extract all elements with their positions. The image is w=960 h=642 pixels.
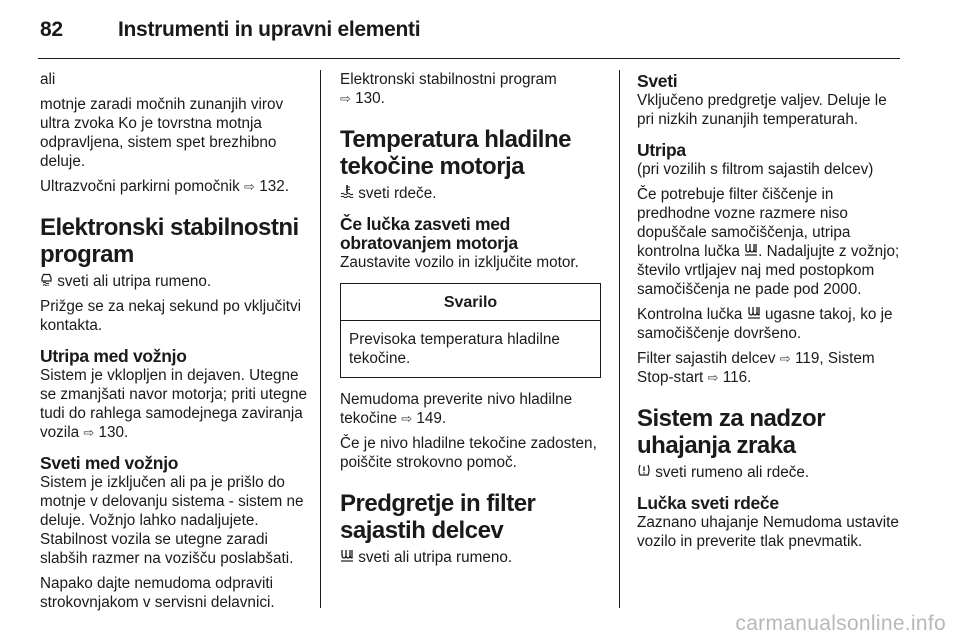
subheading-lit: Sveti med vožnjo	[40, 453, 179, 473]
paragraph-text: Če potrebuje filter čiščenje in predhodne vozne razmere niso dopuščale samočiščenja, utripa kontrolna lučka	[637, 186, 851, 260]
warning-title: Svarilo	[341, 284, 600, 321]
page-title: Instrumenti in upravni elementi	[118, 18, 421, 41]
paragraph-text: Filter sajastih delcev	[637, 350, 780, 367]
glow-plug-coil-icon	[340, 548, 354, 567]
section-heading-coolant: Temperatura hladilne tekočine motorja	[340, 126, 571, 180]
page-reference-arrow-icon: ⇨	[707, 370, 719, 385]
tire-pressure-icon	[637, 463, 651, 482]
paragraph: Vključeno predgretje valjev. Deluje le pri nizkih zunanjih temperaturah.	[637, 92, 887, 128]
warning-body: Previsoka temperatura hladilne tekočine.	[349, 331, 560, 367]
paragraph: Zaustavite vozilo in izključite motor.	[340, 254, 579, 271]
page-reference-arrow-icon: ⇨	[401, 411, 413, 426]
section-heading-esp: Elektronski stabilnostni program	[40, 214, 299, 268]
page-reference: 130.	[98, 424, 129, 441]
paragraph: ali	[40, 71, 56, 88]
glow-plug-coil-icon	[744, 242, 758, 261]
paragraph	[340, 390, 608, 428]
paragraph: Če je nivo hladilne tekočine zadosten, poiščite strokovno pomoč.	[340, 435, 597, 471]
page-reference: 149.	[416, 410, 447, 427]
paragraph-text: Elektronski stabilnostni program	[340, 71, 557, 88]
paragraph: Sistem je izključen ali pa je prišlo do motnje v delovanju sistema - sistem ne deluje. Vožnjo lahko nadaljujete. Stabilnost vozila se utegne zaradi slabših razmer na vozišču poslabšati.	[40, 474, 304, 567]
page-reference: 132.	[259, 178, 289, 195]
paragraph-text: Kontrolna lučka	[637, 306, 747, 323]
section-heading-tpms: Sistem za nadzor uhajanja zraka	[637, 405, 826, 459]
warning-box	[340, 283, 601, 378]
column-3	[637, 70, 905, 557]
page-reference-arrow-icon: ⇨	[244, 179, 255, 194]
page-reference: 116.	[722, 369, 752, 386]
paragraph	[637, 185, 905, 299]
header-rule	[38, 58, 900, 59]
paragraph	[40, 366, 308, 442]
subheading-running: Če lučka zasveti med obratovanjem motorja	[340, 214, 518, 253]
esp-car-skid-icon	[40, 272, 53, 291]
paragraph-text: Sistem je vklopljen in dejaven. Utegne se zmanjšati navor motorja; priti utegne tudi do rahlega samodejnega zaviranja vozila	[40, 367, 307, 441]
paragraph: motnje zaradi močnih zunanjih virov ultra zvoka Ko je tovrstna motnja odpravljena, sistem spet brezhibno deluje.	[40, 96, 284, 170]
paragraph-text: sveti ali utripa rumeno.	[354, 549, 513, 566]
paragraph	[340, 548, 608, 567]
page-reference-arrow-icon: ⇨	[340, 91, 351, 106]
paragraph: Napako dajte nemudoma odpraviti strokovnjakom v servisni delavnici.	[40, 575, 275, 611]
column-divider-1	[320, 70, 321, 608]
paragraph	[40, 177, 308, 196]
column-divider-2	[619, 70, 620, 608]
coolant-temperature-icon	[340, 184, 354, 203]
subheading-red: Lučka sveti rdeče	[637, 493, 779, 513]
paragraph-text: ugasne takoj, ko je samočiščenje dovršeno.	[637, 306, 893, 342]
paragraph-text: sveti rdeče.	[354, 185, 437, 202]
page-number: 82	[40, 18, 63, 41]
paragraph-text: Nemudoma preverite nivo hladilne tekočine	[340, 391, 573, 427]
paragraph	[340, 70, 608, 108]
paragraph	[637, 349, 905, 387]
paragraph: Prižge se za nekaj sekund po vključitvi kontakta.	[40, 298, 302, 334]
watermark: carmanualsonline.info	[735, 612, 946, 635]
page-reference: 119, Sistem Stop-start	[637, 350, 875, 386]
subheading-lit: Sveti	[637, 71, 678, 91]
glow-plug-coil-icon	[747, 305, 761, 324]
paragraph: (pri vozilih s filtrom sajastih delcev)	[637, 161, 874, 178]
paragraph-text: sveti rumeno ali rdeče.	[651, 464, 810, 481]
page-reference-arrow-icon: ⇨	[83, 425, 95, 440]
paragraph	[637, 463, 905, 482]
paragraph-text: sveti ali utripa rumeno.	[53, 273, 212, 290]
subheading-flash: Utripa	[637, 140, 686, 160]
paragraph-text: . Nadaljujte z vožnjo; število vrtljajev naj med postopkom samočiščenja ne pade pod 2000.	[637, 243, 900, 298]
paragraph	[340, 184, 608, 203]
subheading-flash: Utripa med vožnjo	[40, 346, 187, 366]
paragraph	[637, 305, 905, 343]
paragraph: Zaznano uhajanje Nemudoma ustavite vozilo in preverite tlak pnevmatik.	[637, 514, 899, 550]
paragraph	[40, 272, 308, 291]
column-1	[40, 70, 308, 618]
section-heading-glow: Predgretje in filter sajastih delcev	[340, 490, 536, 544]
page-reference: 130.	[355, 90, 385, 107]
column-2	[340, 70, 608, 573]
page-reference-arrow-icon: ⇨	[779, 351, 791, 366]
paragraph-text: Ultrazvočni parkirni pomočnik	[40, 178, 245, 195]
